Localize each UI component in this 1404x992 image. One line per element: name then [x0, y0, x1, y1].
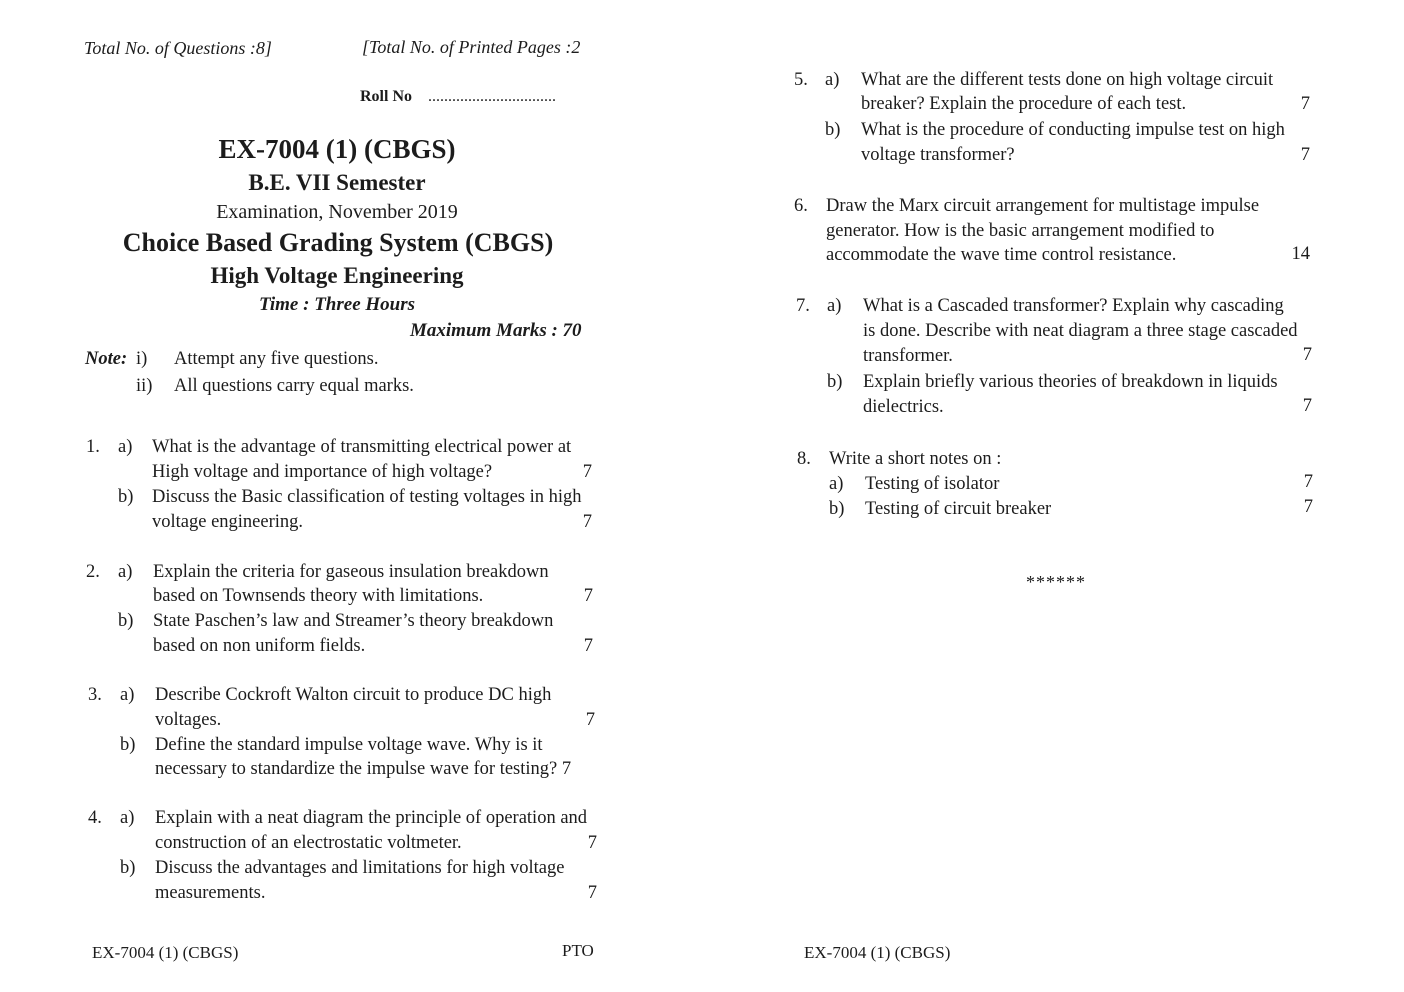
question-text: High voltage and importance of high voltage? — [152, 462, 493, 482]
footer-pto: PTO — [562, 941, 594, 960]
part-label: a) — [827, 296, 842, 316]
part-label: a) — [120, 808, 135, 828]
question-text: Draw the Marx circuit arrangement for multistage impulse — [826, 196, 1260, 216]
part-label: b) — [118, 487, 134, 507]
question-text: measurements. — [155, 883, 266, 903]
footer-code: EX-7004 (1) (CBGS) — [92, 943, 239, 962]
marks: 7 — [587, 833, 597, 853]
footer-code: EX-7004 (1) (CBGS) — [804, 943, 951, 962]
note-item-text: Attempt any five questions. — [174, 349, 379, 369]
question-text: based on non uniform fields. — [153, 636, 366, 656]
part-label: b) — [118, 611, 134, 631]
paper-code-title: EX-7004 (1) (CBGS) — [218, 134, 456, 164]
question-text: generator. How is the basic arrangement modified to — [826, 221, 1215, 241]
marks: 7 — [1300, 145, 1310, 165]
question-text: State Paschen’s law and Streamer’s theory breakdown — [153, 611, 554, 631]
part-label: a) — [118, 437, 133, 457]
part-label: b) — [829, 499, 845, 519]
question-text: Testing of circuit breaker — [865, 499, 1052, 519]
question-text: accommodate the wave time control resistance. — [826, 245, 1177, 265]
roll-no-blank: ................................ — [428, 88, 556, 105]
total-questions: Total No. of Questions :8] — [84, 38, 272, 58]
question-number: 4. — [88, 808, 102, 828]
part-label: a) — [829, 474, 844, 494]
question-number: 8. — [797, 449, 811, 469]
question-text: What is a Cascaded transformer? Explain why cascading — [863, 296, 1284, 316]
question-text: Discuss the advantages and limitations for high voltage — [155, 858, 565, 878]
question-number: 7. — [796, 296, 810, 316]
time-label: Time : Three Hours — [258, 294, 416, 315]
question-text: is done. Describe with neat diagram a three stage cascaded — [863, 321, 1298, 341]
question-text: Describe Cockroft Walton circuit to produce DC high — [155, 685, 552, 705]
marks: 7 — [1300, 94, 1310, 114]
end-of-paper-mark: ****** — [1026, 572, 1086, 592]
part-label: a) — [825, 70, 840, 90]
marks: 14 — [1291, 244, 1310, 264]
question-text: based on Townsends theory with limitations. — [153, 586, 484, 606]
question-text: voltages. — [155, 710, 222, 730]
question-text: voltage transformer? — [861, 145, 1015, 165]
question-text: What is the procedure of conducting impulse test on high — [861, 120, 1285, 140]
marks: 7 — [582, 512, 592, 532]
subject-title: High Voltage Engineering — [210, 263, 464, 288]
question-text: Explain the criteria for gaseous insulation breakdown — [153, 562, 549, 582]
question-text: Discuss the Basic classification of testing voltages in high — [152, 487, 582, 507]
question-text: voltage engineering. — [152, 512, 304, 532]
marks: 7 — [1302, 345, 1312, 365]
question-text: Testing of isolator — [865, 474, 1000, 494]
semester-title: B.E. VII Semester — [248, 170, 426, 195]
note-item-num: ii) — [136, 376, 153, 396]
question-text: transformer. — [863, 346, 953, 366]
question-text: necessary to standardize the impulse wave for testing? 7 — [155, 759, 572, 779]
exam-title: Examination, November 2019 — [216, 201, 458, 223]
question-text: Define the standard impulse voltage wave. Why is it — [155, 735, 543, 755]
question-text: dielectrics. — [863, 397, 944, 417]
question-text: Explain with a neat diagram the principle of operation and — [155, 808, 588, 828]
question-number: 6. — [794, 196, 808, 216]
question-text: Explain briefly various theories of breakdown in liquids — [863, 372, 1278, 392]
part-label: b) — [825, 120, 841, 140]
part-label: a) — [118, 562, 133, 582]
question-text: What is the advantage of transmitting electrical power at — [152, 437, 572, 457]
marks: 7 — [1302, 396, 1312, 416]
question-text: breaker? Explain the procedure of each test. — [861, 94, 1187, 114]
question-text: What are the different tests done on high voltage circuit — [861, 70, 1274, 90]
question-intro: Write a short notes on : — [829, 449, 1002, 469]
part-label: a) — [120, 685, 135, 705]
part-label: b) — [827, 372, 843, 392]
marks: 7 — [587, 883, 597, 903]
question-number: 2. — [86, 562, 100, 582]
marks: 7 — [1303, 497, 1313, 517]
system-title: Choice Based Grading System (CBGS) — [122, 228, 554, 257]
question-text: construction of an electrostatic voltmeter. — [155, 833, 462, 853]
note-item-num: i) — [136, 349, 148, 369]
marks: 7 — [583, 586, 593, 606]
total-pages: [Total No. of Printed Pages :2 — [362, 37, 581, 57]
note-item-text: All questions carry equal marks. — [174, 376, 414, 396]
max-marks-label: Maximum Marks : 70 — [410, 320, 582, 341]
marks: 7 — [1303, 472, 1313, 492]
marks: 7 — [583, 636, 593, 656]
question-number: 1. — [86, 437, 100, 457]
question-number: 5. — [794, 70, 808, 90]
part-label: b) — [120, 735, 136, 755]
marks: 7 — [582, 462, 592, 482]
roll-no-label: Roll No — [360, 88, 412, 105]
marks: 7 — [585, 710, 595, 730]
question-number: 3. — [88, 685, 102, 705]
note-label: Note: — [85, 349, 128, 369]
part-label: b) — [120, 858, 136, 878]
